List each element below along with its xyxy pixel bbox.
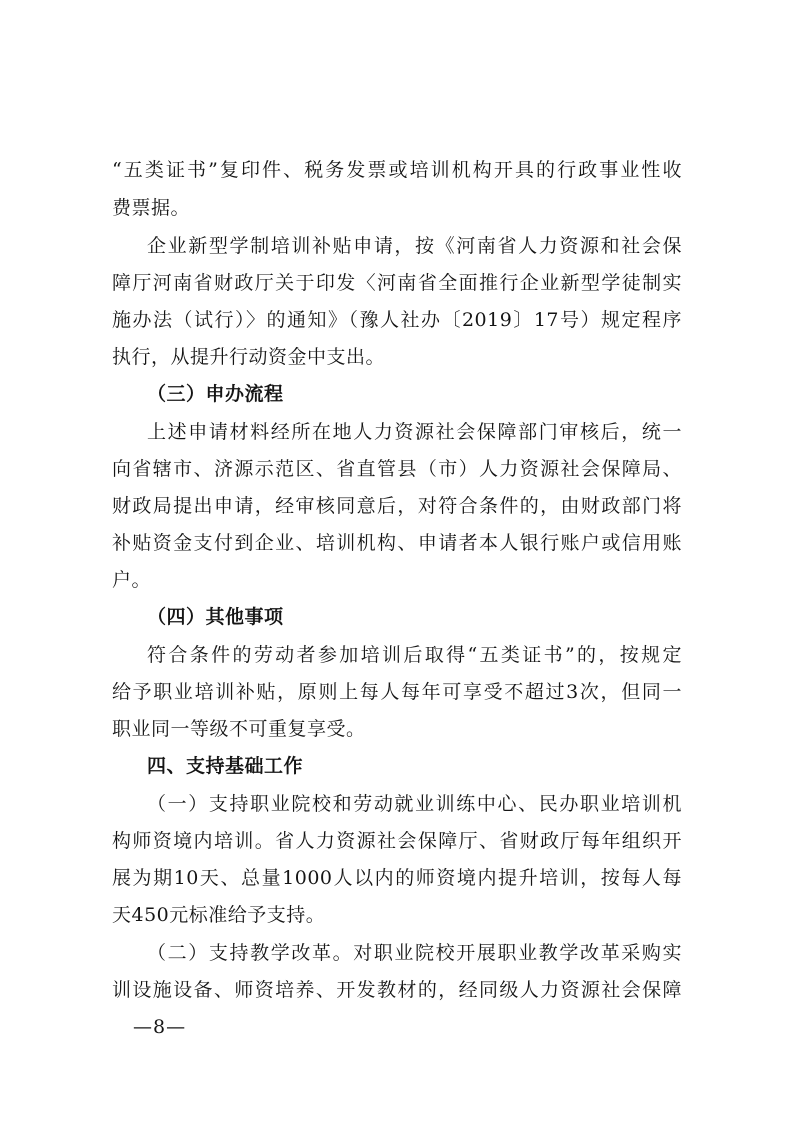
paragraph-line: 天450元标准给予支持。 [112,904,326,926]
paragraph-line: 展为期10天、总量1000人以内的师资境内提升培训，按每人每 [112,867,682,889]
section-heading: 四、支持基础工作 [147,755,304,777]
paragraph-line: 施办法（试行）〉的通知》（豫人社办〔2019〕17号）规定程序 [112,309,682,331]
paragraph-line: 符合条件的劳动者参加培训后取得“五类证书”的，按规定 [147,644,682,666]
paragraph-line: 企业新型学制培训补贴申请，按《河南省人力资源和社会保 [147,235,682,257]
paragraph-line: 执行，从提升行动资金中支出。 [112,346,386,368]
paragraph-line: 给予职业培训补贴，原则上每人每年可享受不超过3次，但同一 [112,681,682,703]
section-heading: （四）其他事项 [147,606,284,628]
section-heading: （三）申办流程 [147,383,284,405]
paragraph-line: “五类证书”复印件、税务发票或培训机构开具的行政事业性收 [112,159,682,181]
paragraph-line: （一）支持职业院校和劳动就业训练中心、民办职业培训机 [147,793,682,815]
page-number: —8— [133,1016,187,1038]
paragraph-line: 训设施设备、师资培养、开发教材的，经同级人力资源社会保障 [112,979,682,1001]
paragraph-line: 向省辖市、济源示范区、省直管县（市）人力资源社会保障局、 [112,458,682,480]
paragraph-line: （二）支持教学改革。对职业院校开展职业教学改革采购实 [147,942,682,964]
paragraph-line: 构师资境内培训。省人力资源社会保障厅、省财政厅每年组织开 [112,830,682,852]
paragraph-line: 财政局提出申请，经审核同意后，对符合条件的，由财政部门将 [112,495,682,517]
paragraph-line: 户。 [112,569,152,591]
paragraph-line: 补贴资金支付到企业、培训机构、申请者本人银行账户或信用账 [112,532,682,554]
paragraph-line: 职业同一等级不可重复享受。 [112,718,366,740]
paragraph-line: 费票据。 [112,197,191,219]
paragraph-line: 障厅河南省财政厅关于印发〈河南省全面推行企业新型学徒制实 [112,272,682,294]
paragraph-line: 上述申请材料经所在地人力资源社会保障部门审核后，统一 [147,421,682,443]
